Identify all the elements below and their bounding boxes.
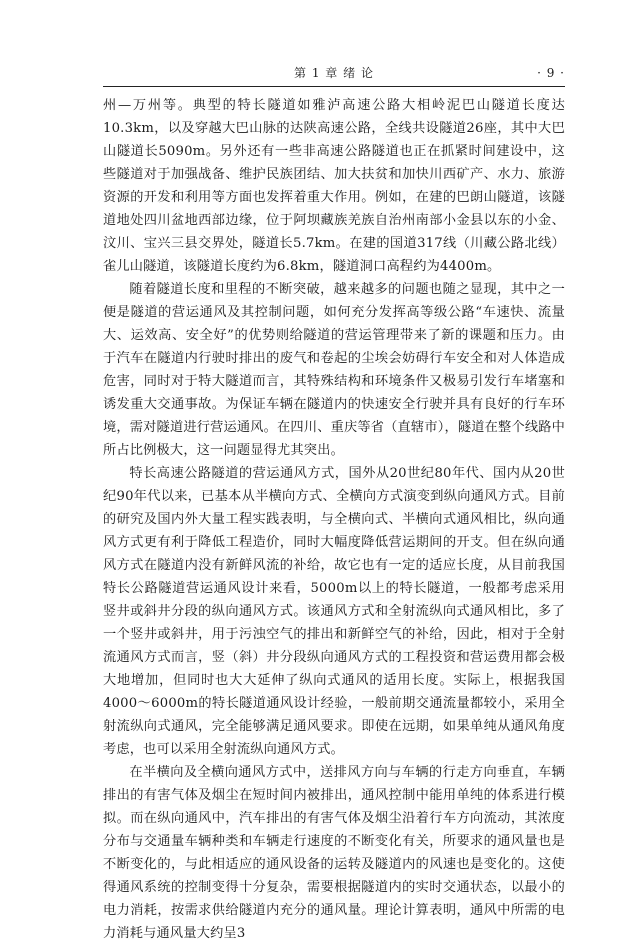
header-rule	[103, 86, 565, 87]
paragraph: 在半横向及全横向通风方式中，送排风方向与车辆的行走方向垂直，车辆排出的有害气体及烟尘在短时间内被排出，通风控制中能用单纯的体系进行模拟。而在纵向通风中，汽车排出的有害气体及烟尘沿着行车方向流动，其浓度分布与交通量车辆种类和车辆走行速度的不断变化有关，所要求的通风量也是不断变化的，与此相适应的通风设备的运转及隧道内的风速也是变化的。这使得通风系统的控制变得十分复杂，需要根据隧道内的实时交通状态，以最小的电力消耗，按需求供给隧道内充分的通风量。理论计算表明，通风中所需的电力消耗与通风量大约呈3	[103, 765, 565, 941]
page-number: · 9 ·	[537, 66, 565, 80]
paragraph: 州—万州等。典型的特长隧道如雅泸高速公路大相岭泥巴山隧道长度达10.3km，以及穿越大巴山脉的达陕高速公路，全线共设隧道26座，其中大巴山隧道长5090m。另外还有一些非高速公路隧道也正在抓紧时间建设中，这些隧道对于加强战备、维护民族团结、加大扶贫和加快川西矿产、水力、旅游资源的开发和利用等方面也发挥着重大作用。例如，在建的巴朗山隧道，该隧道地处四川盆地西部边缘，位于阿坝藏族羌族自治州南部小金县以东的小金、汶川、宝兴三县交界处，隧道长5.7km。在建的国道317线（川藏公路北线）雀儿山隧道，该隧道长度约为6.8km，隧道洞口高程约为4400m。	[103, 98, 565, 274]
paragraph: 随着隧道长度和里程的不断突破，越来越多的问题也随之显现，其中之一便是隧道的营运通风及其控制问题，如何充分发挥高等级公路“车速快、流量大、运效高、安全好”的优势则给隧道的营运管理带来了新的课题和压力。由于汽车在隧道内行驶时排出的废气和卷起的尘埃会妨碍行车安全和对人体造成危害，同时对于特大隧道而言，其特殊结构和环境条件又极易引发行车堵塞和诱发重大交通事故。为保证车辆在隧道内的快速安全行驶并具有良好的行车环境，需对隧道进行营运通风。在四川、重庆等省（直辖市），隧道在整个线路中所占比例极大，这一问题显得尤其突出。	[103, 282, 565, 458]
book-page	[103, 64, 565, 945]
chapter-title: 第 1 章 绪 论	[294, 66, 374, 80]
running-header	[103, 64, 565, 86]
body-text	[103, 94, 565, 945]
paragraph: 特长高速公路隧道的营运通风方式，国外从20世纪80年代、国内从20世纪90年代以来，已基本从半横向方式、全横向方式演变到纵向通风方式。目前的研究及国内外大量工程实践表明，与全横向式、半横向式通风相比，纵向通风方式更有利于降低工程造价，同时大幅度降低营运期间的开支。但在纵向通风方式在隧道内没有新鲜风流的补给，故它也有一定的适应长度，从目前我国特长公路隧道营运通风设计来看，5000m以上的特长隧道，一般都考虑采用竖井或斜井分段的纵向通风方式。该通风方式和全射流纵向式通风相比，多了一个竖井或斜井，用于污浊空气的排出和新鲜空气的补给，因此，相对于全射流通风方式而言，竖（斜）井分段纵向通风方式的工程投资和营运费用都会极大地增加，但同时也大大延伸了纵向式通风的适用长度。实际上，根据我国4000～6000m的特长隧道通风设计经验，一般前期交通流量都较小，采用全射流纵向式通风，完全能够满足通风要求。即使在远期，如果单纯从通风角度考虑，也可以采用全射流纵向通风方式。	[103, 466, 565, 757]
